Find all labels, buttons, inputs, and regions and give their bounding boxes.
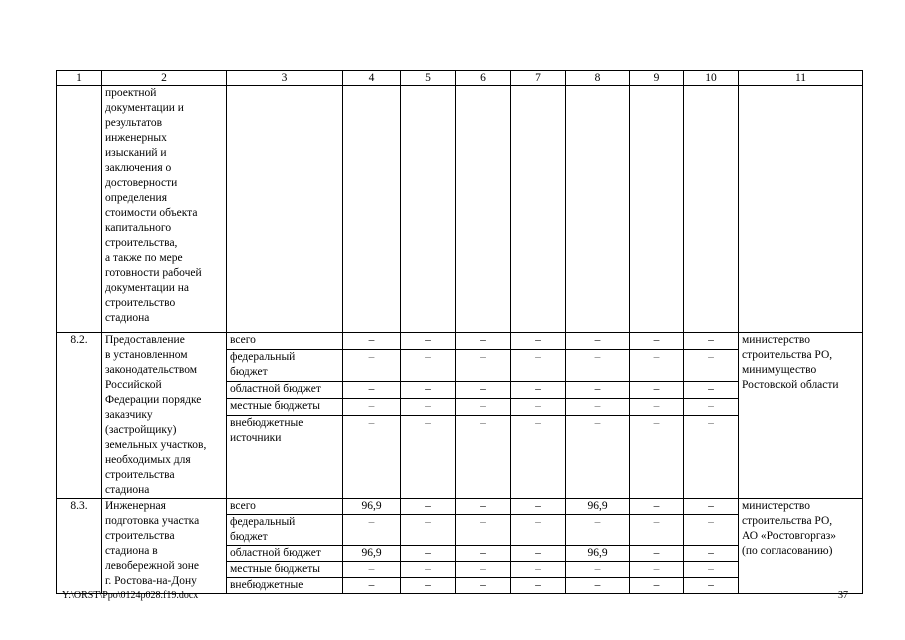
- value-cell: –: [456, 333, 511, 350]
- value-cell: –: [566, 399, 630, 416]
- activity-name: Инженерная подготовка участка строительства стадиона в левобережной зоне г. Ростова-на-Дону: [102, 499, 227, 594]
- value-cell: –: [684, 499, 739, 515]
- value-cell: –: [566, 333, 630, 350]
- value-cell: –: [511, 499, 566, 515]
- column-number: 8: [566, 71, 630, 86]
- value-cell: –: [343, 416, 401, 499]
- column-number: 11: [739, 71, 863, 86]
- column-number: 5: [401, 71, 456, 86]
- activity-name: проектной документации и результатов инженерных изысканий и заключения о достоверности определения стоимости объекта капитального строительства, а также по мере готовности рабочей документации на строительство стадиона: [102, 86, 227, 333]
- value-cell: –: [511, 416, 566, 499]
- value-cell: –: [566, 416, 630, 499]
- value-cell: –: [684, 333, 739, 350]
- funding-source: внебюджетные: [227, 578, 343, 594]
- value-cell: –: [684, 578, 739, 594]
- value-cell: –: [401, 416, 456, 499]
- value-cell: –: [456, 416, 511, 499]
- funding-source: местные бюджеты: [227, 562, 343, 578]
- value-cell: –: [401, 399, 456, 416]
- column-number: 9: [630, 71, 684, 86]
- value-cell: –: [456, 382, 511, 399]
- table-row: [57, 499, 863, 515]
- row-number: 8.3.: [57, 499, 102, 594]
- file-path: Y:\ORST\Ppo\0124p028.f19.docx: [62, 590, 199, 601]
- value-cell: –: [511, 515, 566, 546]
- value-cell: –: [630, 333, 684, 350]
- value-cell: –: [343, 333, 401, 350]
- value-cell: –: [684, 382, 739, 399]
- column-number-row: [57, 71, 863, 86]
- value-cell: –: [630, 499, 684, 515]
- value-cell: –: [630, 399, 684, 416]
- value-cell: –: [566, 578, 630, 594]
- value-cell: –: [456, 349, 511, 382]
- page-number: 37: [838, 590, 848, 601]
- value-cell: –: [684, 399, 739, 416]
- funding-source-cell: [227, 86, 343, 333]
- value-cell: –: [456, 562, 511, 578]
- value-cell: –: [456, 515, 511, 546]
- column-number: 1: [57, 71, 102, 86]
- value-cell: –: [343, 349, 401, 382]
- executor: министерство строительства РО, минимущество Ростовской области: [739, 333, 863, 499]
- column-number: 2: [102, 71, 227, 86]
- value-cell: –: [401, 349, 456, 382]
- value-cell: –: [401, 382, 456, 399]
- row-number-cell: [57, 86, 102, 333]
- value-cell: –: [456, 546, 511, 562]
- value-cell: –: [511, 546, 566, 562]
- value-cell: –: [511, 382, 566, 399]
- value-cell: –: [343, 562, 401, 578]
- value-cell: –: [401, 546, 456, 562]
- value-cell: 96,9: [343, 499, 401, 515]
- value-cell: [684, 86, 739, 333]
- value-cell: –: [511, 349, 566, 382]
- continued-row: [57, 86, 863, 333]
- executor: министерство строительства РО, АО «Ростовгоргаз» (по согласованию): [739, 499, 863, 594]
- value-cell: –: [684, 515, 739, 546]
- program-table: [56, 70, 863, 594]
- value-cell: [511, 86, 566, 333]
- funding-source: внебюджетные источники: [227, 416, 343, 499]
- value-cell: –: [630, 515, 684, 546]
- value-cell: [343, 86, 401, 333]
- value-cell: –: [511, 333, 566, 350]
- column-number: 3: [227, 71, 343, 86]
- value-cell: –: [684, 416, 739, 499]
- value-cell: –: [630, 349, 684, 382]
- value-cell: 96,9: [343, 546, 401, 562]
- funding-source: всего: [227, 499, 343, 515]
- funding-source: областной бюджет: [227, 546, 343, 562]
- column-number: 4: [343, 71, 401, 86]
- value-cell: –: [456, 578, 511, 594]
- value-cell: –: [343, 515, 401, 546]
- table-row: [57, 333, 863, 350]
- value-cell: –: [343, 382, 401, 399]
- value-cell: –: [630, 562, 684, 578]
- column-number: 6: [456, 71, 511, 86]
- value-cell: [456, 86, 511, 333]
- activity-name: Предоставление в установленном законодательством Российской Федерации порядке заказчику (застройщику) земельных участков, необходимых для строительства стадиона: [102, 333, 227, 499]
- value-cell: –: [630, 416, 684, 499]
- value-cell: –: [630, 382, 684, 399]
- value-cell: –: [401, 562, 456, 578]
- value-cell: –: [511, 578, 566, 594]
- value-cell: –: [630, 546, 684, 562]
- value-cell: –: [684, 349, 739, 382]
- row-number: 8.2.: [57, 333, 102, 499]
- value-cell: –: [566, 349, 630, 382]
- value-cell: –: [401, 515, 456, 546]
- value-cell: –: [343, 399, 401, 416]
- value-cell: –: [511, 562, 566, 578]
- value-cell: –: [511, 399, 566, 416]
- funding-source: местные бюджеты: [227, 399, 343, 416]
- executor-cell: [739, 86, 863, 333]
- value-cell: –: [456, 499, 511, 515]
- value-cell: [566, 86, 630, 333]
- value-cell: –: [343, 578, 401, 594]
- value-cell: –: [566, 515, 630, 546]
- value-cell: 96,9: [566, 546, 630, 562]
- value-cell: –: [566, 382, 630, 399]
- column-number: 10: [684, 71, 739, 86]
- value-cell: –: [456, 399, 511, 416]
- value-cell: 96,9: [566, 499, 630, 515]
- funding-source: федеральный бюджет: [227, 349, 343, 382]
- value-cell: –: [401, 578, 456, 594]
- funding-source: федеральный бюджет: [227, 515, 343, 546]
- value-cell: [401, 86, 456, 333]
- funding-source: всего: [227, 333, 343, 350]
- value-cell: –: [684, 546, 739, 562]
- value-cell: –: [566, 562, 630, 578]
- value-cell: –: [684, 562, 739, 578]
- funding-source: областной бюджет: [227, 382, 343, 399]
- value-cell: –: [630, 578, 684, 594]
- value-cell: –: [401, 333, 456, 350]
- column-number: 7: [511, 71, 566, 86]
- value-cell: –: [401, 499, 456, 515]
- value-cell: [630, 86, 684, 333]
